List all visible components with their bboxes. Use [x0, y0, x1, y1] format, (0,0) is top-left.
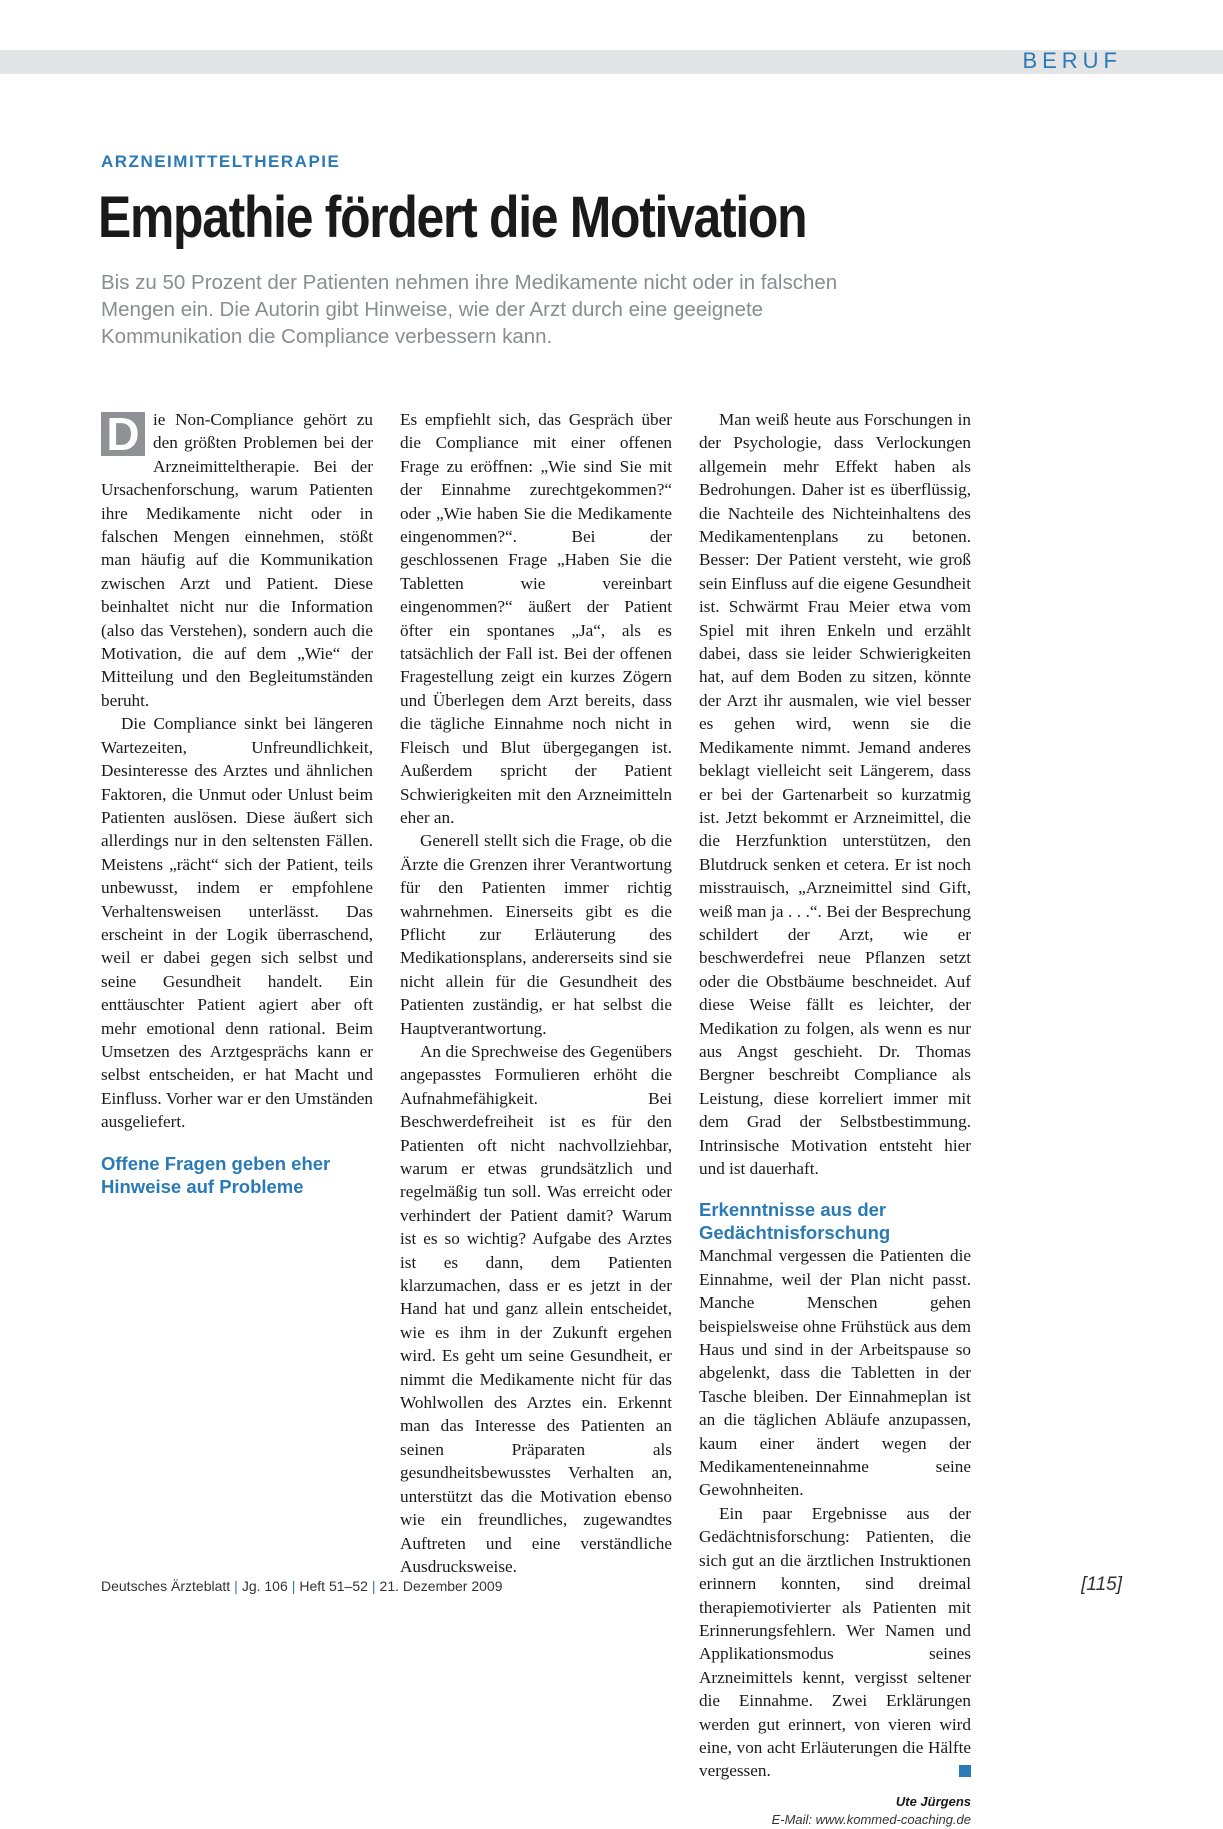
paragraph-8	[699, 1502, 971, 1783]
author-email: E-Mail: www.kommed-coaching.de	[771, 1811, 971, 1827]
page-footer	[101, 1578, 503, 1594]
paragraph-3: Es empfiehlt sich, das Gespräch über die Compliance mit einer offenen Frage zu eröffnen: „Wie sind Sie mit der Einnahme zurechtgekommen?“ oder „Wie haben Sie die Medikamente eingenommen?“. Bei der geschlossenen Frage „Haben Sie die Tabletten wie vereinbart eingenommen?“ äußert der Patient öfter ein spontanes „Ja“, als es tatsächlich der Fall ist. Bei der offenen Fragestellung zeigt ein kurzes Zögern und Überlegen dem Arzt bereits, dass die tägliche Einnahme noch nicht in Fleisch und Blut übergegangen ist. Außerdem spricht der Patient Schwierigkeiten mit den Arzneimitteln eher an.	[400, 410, 672, 827]
dropcap: D	[101, 412, 145, 456]
footer-separator: |	[371, 1578, 376, 1594]
footer-separator: |	[291, 1578, 296, 1594]
article-column-2	[400, 408, 672, 1578]
article-title: Empathie fördert die Motivation	[98, 185, 807, 250]
end-of-article-square-icon	[959, 1765, 971, 1777]
journal-volume: Jg. 106	[241, 1578, 288, 1594]
paragraph-1-text: ie Non-Compliance gehört zu den größten Problemen bei der Arzneimitteltherapie. Bei der Ursachenforschung, warum Patienten ihre Medikamente nicht oder in falschen Mengen einnehmen, stößt man häufig auf die Kommunikation zwischen Arzt und Patient. Diese beinhaltet nicht nur die Information (also das Verstehen), sondern auch die Motivation, die auf dem „Wie“ der Mitteilung und den Begleitumständen beruht.	[101, 410, 373, 710]
article-column-3	[699, 408, 971, 1829]
journal-issue: Heft 51–52	[299, 1578, 368, 1594]
article-lead: Bis zu 50 Prozent der Patienten nehmen ihre Medikamente nicht oder in falschen Mengen ein. Die Autorin gibt Hinweise, wie der Arzt durch eine geeignete Kommunikation die Compliance verbessern kann.	[101, 271, 838, 348]
author-name: Ute Jürgens	[895, 1793, 971, 1809]
issue-date: 21. Dezember 2009	[379, 1578, 503, 1594]
paragraph-6: Man weiß heute aus Forschungen in der Psychologie, dass Verlockungen allgemein mehr Effekt haben als Bedrohungen. Daher ist es überflüssig, die Nachteile des Nichteinhaltens des Medikamentenplans zu betonen. Besser: Der Patient versteht, wie groß sein Einfluss auf die eigene Gesundheit ist. Schwärmt Frau Meier etwa vom Spiel mit ihren Enkeln und erzählt dabei, dass sie leider Schwierigkeiten hat, auf dem Boden zu sitzen, könnte der Arzt ihr ausmalen, wie viel besser es gehen wird, wenn sie die Medikamente nimmt. Jemand anderes beklagt vielleicht seit Längerem, dass er bei der Gartenarbeit so kurzatmig ist. Jetzt bekommt er Arzneimittel, die die Herzfunktion unterstützen, den Blutdruck senken et cetera. Er ist noch misstrauisch, „Arzneimittel sind Gift, weiß man ja . . .“. Bei der Besprechung schildert der Arzt, wie er beschwerdefrei neue Pflanzen setzt oder die Obstbäume beschneidet. Auf diese Weise fällt es leichter, der Medikation zu folgen, als wenn es nur aus Angst geschieht. Dr. Thomas Bergner beschreibt Compliance als Leistung, diese korreliert immer mit dem Grad der Selbstbestimmung. Intrinsische Motivation entsteht hier und ist dauerhaft.	[699, 410, 971, 1178]
subheading-open-questions: Offene Fragen geben eher Hinweise auf Probleme	[101, 1152, 331, 1197]
page-number: [115]	[1081, 1574, 1122, 1595]
footer-separator: |	[234, 1578, 238, 1594]
journal-name: Deutsches Ärzteblatt	[101, 1578, 231, 1594]
paragraph-8-text: Ein paar Ergebnisse aus der Gedächtnisforschung: Patienten, die sich gut an die ärztlichen Instruktionen erinnern konnten, sind dreimal therapiemotivierter als Patienten mit Erinnerungsfehlern. Wer Namen und Applikationsmodus seines Arzneimittels kennt, vergisst seltener die Einnahme. Zwei Erklärungen werden gut erinnert, von vieren wird eine, von acht Erläuterungen die Hälfte vergessen.	[699, 1503, 971, 1781]
paragraph-2: Die Compliance sinkt bei längeren Wartezeiten, Unfreundlichkeit, Desinteresse des Arztes und ähnlichen Faktoren, die Unmut oder Unlust beim Patienten auslösen. Diese äußert sich allerdings nur in den seltensten Fällen. Meistens „rächt“ sich der Patient, teils unbewusst, indem er empfohlene Verhaltensweisen unterlässt. Das erscheint in der Logik überraschend, weil er dabei gegen sich selbst und seine Gesundheit handelt. Ein enttäuschter Patient agiert aber oft mehr emotional denn rational. Beim Umsetzen des Arztgesprächs kann er selbst entscheiden, er hat Macht und Einfluss. Vorher war er den Umständen ausgeliefert.	[101, 714, 373, 1132]
article-column-1	[101, 408, 373, 1198]
paragraph-1	[101, 408, 373, 712]
paragraph-4: Generell stellt sich die Frage, ob die Ärzte die Grenzen ihrer Verantwortung für den Patienten immer richtig wahrnehmen. Einerseits gibt es die Pflicht zur Erläuterung des Medikationsplans, andererseits sind sie nicht allein für die Gesundheit des Patienten zuständig, er hat selbst die Hauptverantwortung.	[400, 831, 672, 1038]
subheading-memory-research: Erkenntnisse aus der Gedächtnisforschung	[699, 1199, 891, 1244]
section-label: BERUF	[1022, 48, 1122, 73]
paragraph-5: An die Sprechweise des Gegenübers angepasstes Formulieren erhöht die Aufnahmefähigkeit. Bei Beschwerdefreiheit ist es für den Patienten oft nicht nachvollziehbar, warum er etwas grundsätzlich und regelmäßig tun soll. Was erreicht oder verhindert der Patient damit? Warum ist es so wichtig? Aufgabe des Arztes ist es dann, dem Patienten klarzumachen, dass er es jetzt in der Hand hat und ganz allein entscheidet, wie es ihm in der Zukunft ergehen wird. Es geht um seine Gesundheit, er nimmt die Medikamente nicht für das Wohlwollen des Arztes ein. Erkennt man das Interesse des Patienten an seinen Präparaten als gesundheitsbewusstes Verhalten an, unterstützt das die Motivation ebenso wie ein freundliches, zugewandtes Auftreten und eine verständliche Ausdrucksweise.	[400, 1041, 672, 1576]
article-kicker: ARZNEIMITTELTHERAPIE	[101, 152, 341, 171]
paragraph-7: Manchmal vergessen die Patienten die Einnahme, weil der Plan nicht passt. Manche Menschen gehen beispielsweise ohne Frühstück aus dem Haus und sind in der Arbeitspause so abgelenkt, dass die Tabletten in der Tasche bleiben. Der Einnahmeplan ist an die täglichen Abläufe anzupassen, kaum einer ändert wegen der Medikamenteneinnahme seine Gewohnheiten.	[699, 1246, 971, 1500]
